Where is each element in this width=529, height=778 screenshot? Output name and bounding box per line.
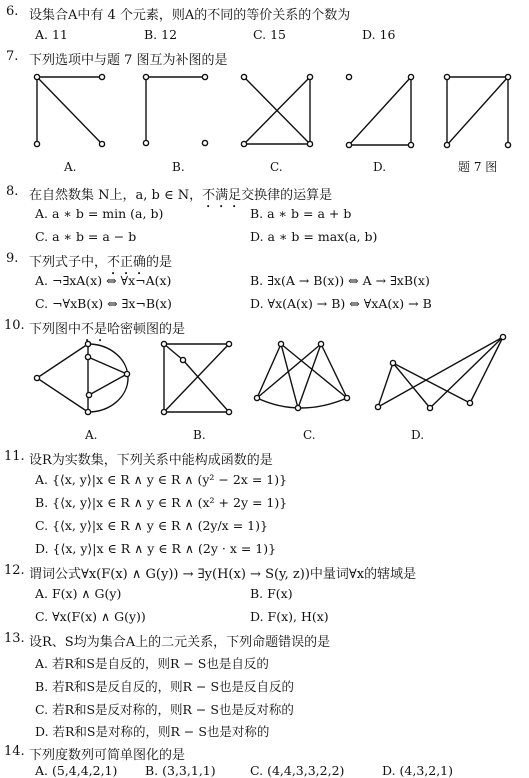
q10-label-a: A.	[85, 428, 98, 442]
q7-graph-c	[241, 74, 312, 146]
q13-option-c: C. 若R和S是反对称的，则R − S也是反对称的	[35, 702, 294, 717]
q11-stem: 设R为实数集，下列关系中能构成函数的是	[29, 453, 273, 468]
q11-number: 11.	[4, 449, 25, 464]
q12-option-c: C. ∀x(F(x) ∧ G(y))	[35, 609, 146, 624]
q9-option-b: B. ∃x(A → B(x)) ⇔ A → ∃xB(x)	[250, 273, 430, 288]
q8-option-b: B. a ∗ b = a + b	[250, 206, 352, 221]
q8-option-d: D. a ∗ b = max(a, b)	[250, 229, 378, 244]
q11-option-b: B. {⟨x, y⟩|x ∈ R ∧ y ∈ R ∧ (x² + 2y = 1)}	[35, 495, 288, 510]
q10-graph-c	[254, 341, 349, 410]
q10-number: 10.	[4, 318, 25, 333]
q13-number: 13.	[4, 631, 25, 646]
q6-option-b: B. 12	[144, 27, 178, 42]
q12-stem: 谓词公式∀x(F(x) ∧ G(y)) → ∃y(H(x) → S(y, z))中量词∀x的辖域是	[29, 567, 417, 582]
q7-reference-graph	[444, 74, 510, 147]
q12-number: 12.	[4, 563, 25, 578]
q13-option-b: B. 若R和S是反自反的，则R − S也是反自反的	[35, 679, 295, 694]
q10-graph-d	[375, 334, 505, 410]
q7-number: 7.	[6, 49, 19, 64]
q7-stem: 下列选项中与题 7 图互为补图的是	[29, 53, 228, 68]
q10-stem: 下列图中不是哈密顿图的是	[29, 322, 186, 337]
q10-label-d: D.	[411, 428, 425, 442]
q6-option-c: C. 15	[253, 27, 286, 42]
q14-option-c: C. (4,4,3,3,2,2)	[250, 763, 345, 778]
q8-option-a: A. a ∗ b = min (a, b)	[35, 206, 164, 221]
q13-option-a: A. 若R和S是自反的，则R − S也是自反的	[35, 656, 269, 671]
q7-graph-d	[346, 74, 413, 147]
q6-option-a: A. 11	[35, 27, 68, 42]
q7-graph-a	[34, 74, 104, 146]
q7-label-c: C.	[270, 160, 283, 174]
q9-option-d: D. ∀x(A(x) → B) ⇔ ∀xA(x) → B	[250, 296, 432, 311]
q10-label-c: C.	[303, 428, 316, 442]
q9-option-a: A. ¬∃xA(x) ⇔ ∀x¬A(x)	[35, 273, 172, 288]
q14-stem: 下列度数列可简单图化的是	[29, 748, 186, 763]
q10-label-b: B.	[193, 428, 206, 442]
q8-option-c: C. a ∗ b = a − b	[35, 229, 137, 244]
q12-option-d: D. F(x), H(x)	[250, 609, 329, 624]
q9-stem: 下列式子中，不正确的是	[29, 255, 173, 270]
q10-graph-a	[34, 341, 129, 414]
q6-number: 6.	[6, 4, 19, 19]
q10-graph-b	[161, 341, 231, 414]
q12-option-b: B. F(x)	[250, 586, 293, 601]
q14-number: 14.	[4, 744, 25, 759]
q7-label-b: B.	[172, 160, 185, 174]
q11-option-c: C. {⟨x, y⟩|x ∈ R ∧ y ∈ R ∧ (2y/x = 1)}	[35, 518, 268, 533]
q14-option-b: B. (3,3,1,1)	[145, 763, 216, 778]
q6-stem: 设集合A中有 4 个元素，则A的不同的等价关系的个数为	[29, 8, 351, 23]
q8-stem: 在自然数集 N上，a, b ∈ N，不满足交换律的运算是	[29, 188, 333, 203]
q7-graph-b	[143, 74, 207, 145]
q9-option-c: C. ¬∀xB(x) ⇔ ∃x¬B(x)	[35, 296, 172, 311]
q7-label-d: D.	[373, 160, 387, 174]
q13-stem: 设R、S均为集合A上的二元关系，下列命题错误的是	[29, 635, 331, 650]
q14-option-d: D. (4,3,2,1)	[382, 763, 454, 778]
q6-option-d: D. 16	[362, 27, 396, 42]
q12-option-a: A. F(x) ∧ G(y)	[35, 586, 122, 601]
q7-label-a: A.	[64, 160, 77, 174]
q8-number: 8.	[6, 184, 19, 199]
q11-option-a: A. {⟨x, y⟩|x ∈ R ∧ y ∈ R ∧ (y² − 2x = 1)}	[35, 472, 288, 487]
q9-number: 9.	[6, 251, 19, 266]
q11-option-d: D. {⟨x, y⟩|x ∈ R ∧ y ∈ R ∧ (2y · x = 1)}	[35, 541, 277, 556]
q7-figure-caption: 题 7 图	[458, 160, 498, 174]
q13-option-d: D. 若R和S是对称的，则R − S也是对称的	[35, 724, 270, 739]
q14-option-a: A. (5,4,4,2,1)	[35, 763, 118, 778]
